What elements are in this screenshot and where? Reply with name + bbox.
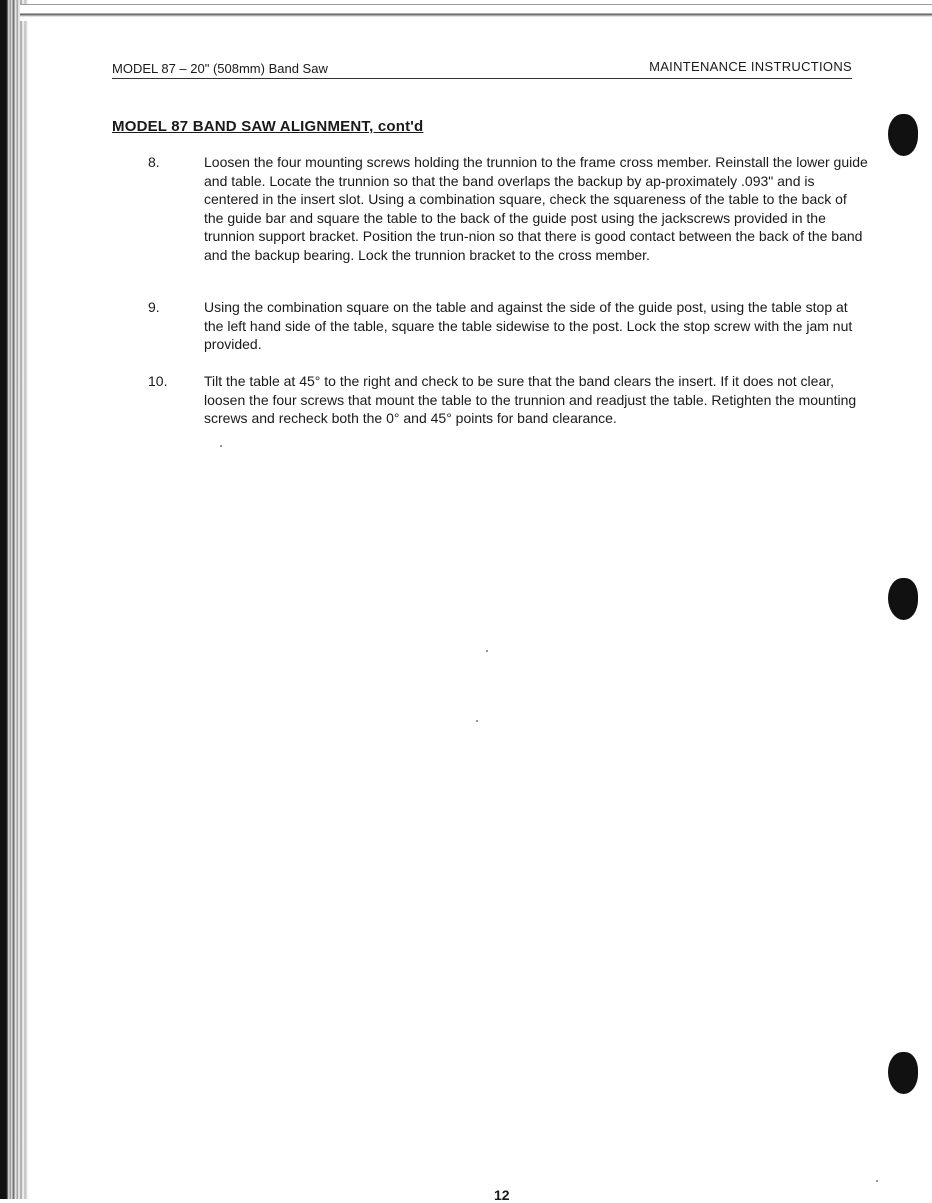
punch-hole-top (888, 114, 918, 156)
scan-speck (876, 1180, 878, 1182)
step-number: 9. (148, 299, 160, 315)
punch-hole-bottom (888, 1052, 918, 1094)
scan-speck (476, 720, 478, 722)
header-section-title: MAINTENANCE INSTRUCTIONS (649, 59, 852, 74)
page-header (112, 56, 852, 79)
binding-edge (0, 0, 30, 1199)
section-title: MODEL 87 BAND SAW ALIGNMENT, cont'd (112, 118, 424, 135)
page-number: 12 (494, 1187, 510, 1203)
step-number: 8. (148, 154, 160, 170)
header-model-title: MODEL 87 – 20" (508mm) Band Saw (112, 61, 328, 76)
scan-speck (486, 650, 488, 652)
step-text: Using the combination square on the table and against the side of the guide post, using the table stop at the left hand side of the table, square the table sidewise to the post. Lock the stop screw with the jam nut provided. (204, 299, 853, 353)
scan-top-edge (20, 4, 932, 21)
step-text: Loosen the four mounting screws holding the trunnion to the frame cross member. Reinstall the lower guide and table. Locate the trunnion so that the band overlaps the backup by ap-proximately .093" and is centered in the insert slot. Using a combination square, check the squareness of the table to the back of the guide bar and square the table to the back of the guide post using the jackscrews provided in the trunnion support bracket. Position the trun-nion so that there is good contact between the back of the band and the backup bearing. Lock the trunnion bracket to the cross member. (204, 154, 868, 263)
punch-hole-middle (888, 578, 918, 620)
scan-speck (220, 445, 222, 447)
step-number: 10. (148, 373, 168, 389)
step-text: Tilt the table at 45° to the right and check to be sure that the band clears the insert. If it does not clear, loosen the four screws that mount the table to the trunnion and readjust the table. Retighten the mounting screws and recheck both the 0° and 45° points for band clearance. (204, 373, 857, 427)
